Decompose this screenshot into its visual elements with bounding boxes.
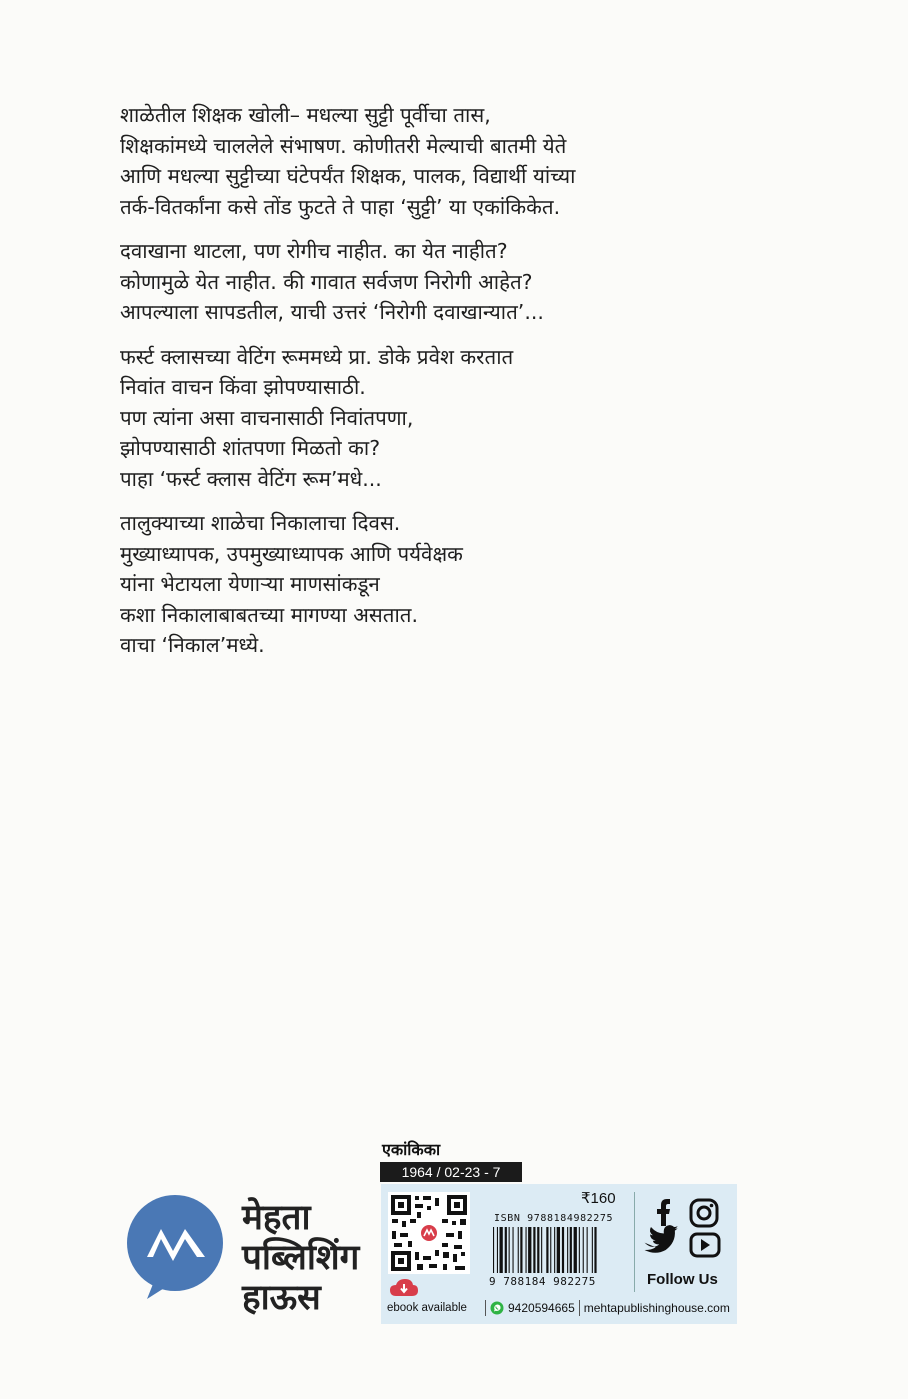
blurb-paragraph-3: [120, 342, 720, 495]
price: ₹160: [581, 1190, 616, 1207]
blurb-line: शिक्षकांमध्ये चाललेले संभाषण. कोणीतरी मेल्याची बातमी येते: [120, 133, 567, 158]
back-cover-blurb: [120, 100, 720, 675]
category-label: एकांकिका: [382, 1140, 441, 1159]
publisher-name-line: मेहता: [242, 1198, 311, 1238]
ebook-label: ebook available: [387, 1302, 467, 1314]
info-box: [381, 1184, 737, 1324]
book-code: 1964 / 02-23 - 7: [380, 1162, 522, 1182]
isbn-label: ISBN 9788184982275: [494, 1213, 614, 1224]
blurb-paragraph-4: [120, 508, 720, 661]
blurb-line: तर्क-वितर्कांना कसे तोंड फुटते ते पाहा ‘सुट्टी’ या एकांकिकेत.: [120, 194, 561, 219]
separator: [485, 1300, 486, 1316]
barcode: [493, 1227, 627, 1273]
whatsapp-number: 9420594665: [508, 1301, 575, 1315]
website-link[interactable]: mehtapublishinghouse.com: [583, 1301, 730, 1315]
blurb-line: पण त्यांना असा वाचनासाठी निवांतपणा,: [120, 405, 414, 430]
instagram-icon[interactable]: [691, 1200, 717, 1226]
publisher-name-line: पब्लिशिंग: [242, 1238, 360, 1278]
blurb-paragraph-2: [120, 236, 720, 328]
blurb-line: पाहा ‘फर्स्ट क्लास वेटिंग रूम’मधे...: [120, 466, 382, 491]
isbn-digits: 9 788184 982275: [489, 1275, 596, 1288]
youtube-icon[interactable]: [691, 1234, 719, 1256]
facebook-icon[interactable]: [657, 1199, 670, 1226]
publisher-name: [242, 1198, 359, 1318]
blurb-line: कशा निकालाबाबतच्या मागण्या असतात.: [120, 602, 418, 627]
blurb-line: फर्स्ट क्लासच्या वेटिंग रूममध्ये प्रा. डोके प्रवेश करतात: [120, 344, 514, 369]
separator: [579, 1300, 580, 1316]
blurb-paragraph-1: [120, 100, 720, 222]
publisher-logo-mark: [125, 1193, 227, 1301]
blurb-line: निवांत वाचन किंवा झोपण्यासाठी.: [120, 375, 366, 399]
qr-code: [388, 1192, 470, 1274]
twitter-icon[interactable]: [645, 1225, 678, 1253]
blurb-line: वाचा ‘निकाल’मध्ये.: [120, 633, 265, 657]
follow-us-label: Follow Us: [647, 1271, 718, 1288]
blurb-line: शाळेतील शिक्षक खोली– मधल्या सुट्टी पूर्वीचा तास,: [120, 103, 491, 127]
social-icons: [643, 1196, 729, 1272]
cloud-download-icon: [389, 1278, 419, 1298]
blurb-line: झोपण्यासाठी शांतपणा मिळतो का?: [120, 436, 381, 460]
publisher-name-line: हाऊस: [242, 1278, 321, 1318]
blurb-line: यांना भेटायला येणाऱ्या माणसांकडून: [120, 572, 380, 596]
blurb-line: दवाखाना थाटला, पण रोगीच नाहीत. का येत नाहीत?: [120, 239, 508, 263]
blurb-line: मुख्याध्यापक, उपमुख्याध्यापक आणि पर्यवेक्षक: [120, 541, 463, 566]
blurb-line: आणि मधल्या सुट्टीच्या घंटेपर्यंत शिक्षक, पालक, विद्यार्थी यांच्या: [120, 164, 576, 188]
blurb-line: कोणामुळे येत नाहीत. की गावात सर्वजण निरोगी आहेत?: [120, 269, 533, 294]
contact-row: [481, 1300, 730, 1316]
whatsapp-icon: [490, 1301, 504, 1315]
divider: [634, 1192, 635, 1292]
blurb-line: तालुक्याच्या शाळेचा निकालाचा दिवस.: [120, 511, 401, 535]
blurb-line: आपल्याला सापडतील, याची उत्तरं ‘निरोगी दवाखान्यात’...: [120, 300, 544, 324]
